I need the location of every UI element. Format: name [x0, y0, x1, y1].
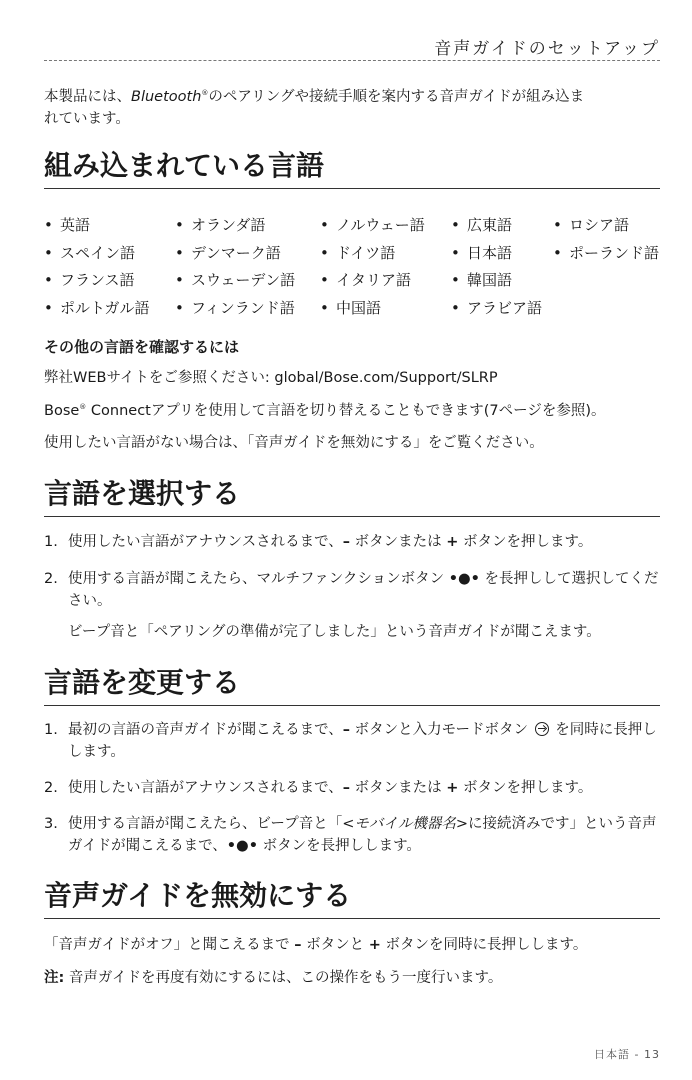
- language-item: • スウェーデン語: [175, 271, 296, 289]
- language-column-2: [175, 212, 295, 322]
- change-step-2: 2. 使用したい言語がアナウンスされるまで、– ボタンまたは + ボタンを押します。: [44, 780, 593, 796]
- language-item: • 韓国語: [451, 271, 513, 289]
- language-item: • デンマーク語: [175, 243, 281, 262]
- language-item: • ポルトガル語: [44, 298, 150, 317]
- change-step-3: 3. 使用する言語が聞こえたら、ビープ音と「<モバイル機器名>に接続済みです」という音声ガイドが聞こえるまで、•●• ボタンを長押しします。: [44, 816, 657, 854]
- language-item: • 中国語: [320, 298, 382, 317]
- section-title-disable-guide: 音声ガイドを無効にする: [44, 874, 660, 919]
- language-item: • ロシア語: [553, 216, 630, 234]
- language-item: • フランス語: [44, 271, 135, 289]
- language-item: • フィンランド語: [175, 298, 295, 317]
- multifunction-button-icon: •●•: [226, 838, 258, 854]
- select-step-1: 1. 使用したい言語がアナウンスされるまで、– ボタンまたは + ボタンを押します。: [44, 534, 593, 550]
- website-reference: 弊社WEBサイトをご参照ください: global/Bose.com/Support/SLRP: [44, 370, 498, 386]
- page-header-title: 音声ガイドのセットアップ: [434, 39, 660, 59]
- disable-instruction: 「音声ガイドがオフ」と聞こえるまで – ボタンと + ボタンを同時に長押しします。: [44, 937, 588, 953]
- language-item: • 広東語: [451, 216, 513, 234]
- language-item: • 日本語: [451, 243, 513, 262]
- section-title-builtin-languages: 組み込まれている言語: [44, 144, 660, 189]
- header-divider: [44, 60, 660, 61]
- change-step-1: 1. 最初の言語の音声ガイドが聞こえるまで、– ボタンと入力モードボタン を同時に長押しします。: [44, 722, 657, 760]
- language-item: • ドイツ語: [320, 243, 396, 262]
- multifunction-button-icon: •●•: [448, 571, 480, 587]
- language-item: • イタリア語: [320, 271, 412, 289]
- language-item: • ノルウェー語: [320, 216, 425, 234]
- language-item: • 英語: [44, 216, 91, 234]
- app-reference: Bose® Connectアプリを使用して言語を切り替えることもできます(7ページを参照)。: [44, 403, 606, 419]
- section-title-select-language: 言語を選択する: [44, 472, 660, 517]
- select-step-2: 2. 使用する言語が聞こえたら、マルチファンクションボタン •●• を長押しして選択してください。: [44, 571, 659, 609]
- language-column-3: [320, 212, 425, 322]
- language-item: • オランダ語: [175, 216, 266, 234]
- language-column-4: [451, 212, 542, 322]
- input-mode-icon: [535, 722, 549, 736]
- section-title-change-language: 言語を変更する: [44, 661, 660, 706]
- other-languages-heading: その他の言語を確認するには: [44, 338, 240, 356]
- select-step-2-note: ビープ音と「ペアリングの準備が完了しました」という音声ガイドが聞こえます。: [68, 624, 601, 640]
- language-column-1: [44, 212, 150, 322]
- no-language-note: 使用したい言語がない場合は、「音声ガイドを無効にする」をご覧ください。: [44, 435, 544, 451]
- language-item: • ポーランド語: [553, 243, 660, 262]
- language-column-5: [553, 212, 659, 267]
- disable-note: 注: 音声ガイドを再度有効にするには、この操作をもう一度行います。: [44, 970, 503, 986]
- language-item: • アラビア語: [451, 298, 543, 317]
- page-footer: 日本語 - 13: [594, 1048, 660, 1061]
- intro-paragraph: 本製品には、Bluetooth®のペアリングや接続手順を案内する音声ガイドが組み込ま れています。: [44, 88, 585, 127]
- language-item: • スペイン語: [44, 243, 136, 262]
